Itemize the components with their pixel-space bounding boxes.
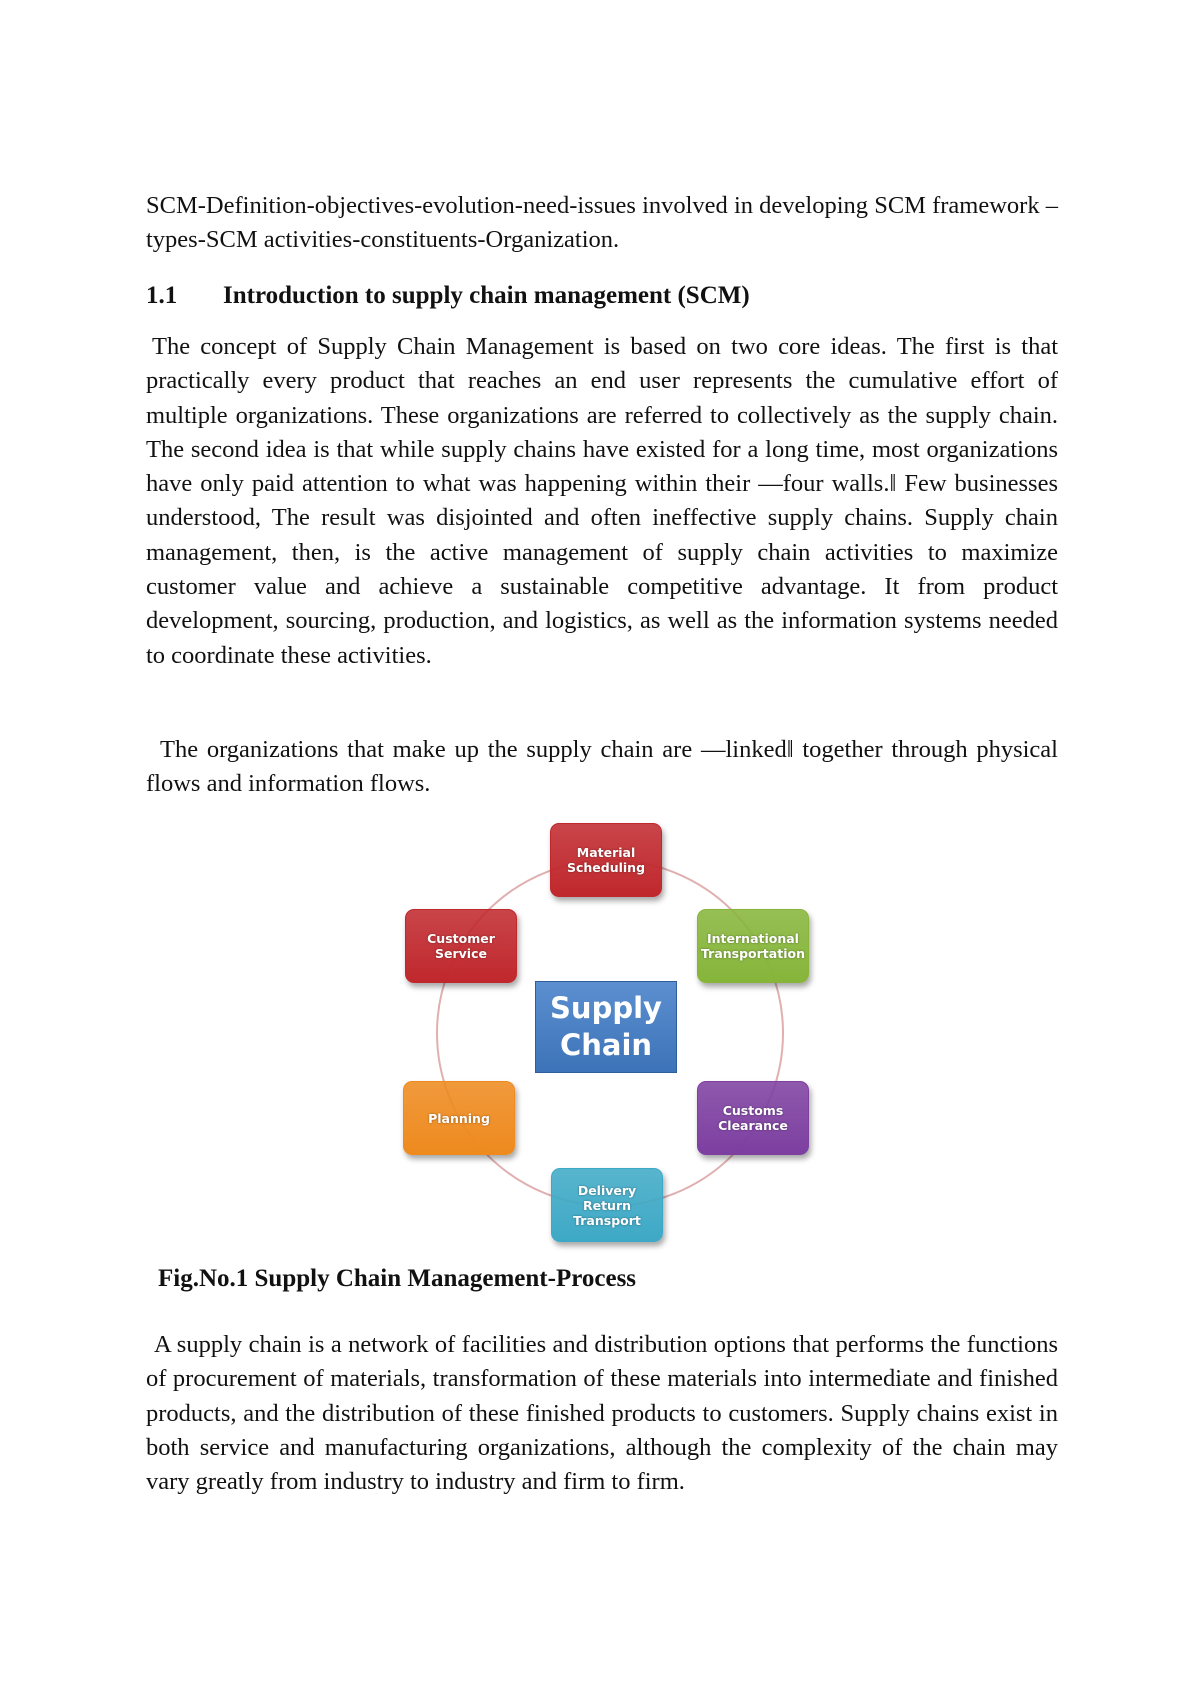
intro-topics: SCM-Definition-objectives-evolution-need-issues involved in developing SCM framework –types-SCM activities-constituents-Organization. — [146, 192, 1058, 254]
paragraph-1-block — [146, 330, 1058, 673]
node-label-line2: Clearance — [718, 1118, 788, 1133]
center-label-line2: Chain — [559, 1028, 653, 1062]
node-customer-service — [405, 909, 517, 983]
paragraph-3: A supply chain is a network of facilities and distribution options that performs the functions of procurement of materials, transformation of these materials into intermediate and finished products, and the distribution of these finished products to customers. Supply chains exist in both service and manufacturing organizations, although the complexity of the chain may vary greatly from industry to industry and firm to firm. — [146, 1331, 1058, 1496]
paragraph-3-block — [146, 1328, 1058, 1499]
node-planning — [403, 1081, 515, 1155]
node-delivery-return-transport — [551, 1168, 663, 1242]
paragraph-1: The concept of Supply Chain Management is based on two core ideas. The first is that practically every product that reaches an end user represents the cumulative effort of multiple organizations. These organizations are referred to collectively as the supply chain. The second idea is that while supply chains have existed for a long time, most organizations have only paid attention to what was happening within their ―four walls.‖ Few businesses understood, The result was disjointed and often ineffective supply chains. Supply chain management, then, is the active management of supply chain activities to maximize customer value and achieve a sustainable competitive advantage. It from product development, sourcing, production, and logistics, as well as the information systems needed to coordinate these activities. — [146, 333, 1058, 669]
paragraph-2-block — [146, 733, 1058, 802]
section-title: Introduction to supply chain management (SCM) — [223, 282, 750, 309]
supply-chain-diagram — [385, 812, 835, 1252]
node-customs-clearance — [697, 1081, 809, 1155]
figure-caption-block — [158, 1265, 1070, 1293]
section-heading — [146, 282, 1058, 310]
node-label-line1: Customs — [722, 1103, 784, 1118]
node-label-line1: Delivery Return — [577, 1182, 637, 1213]
node-label-line2: Transportation — [701, 946, 805, 961]
node-label-line2: Scheduling — [566, 860, 646, 875]
node-material-scheduling — [550, 823, 662, 897]
node-international-transportation — [697, 909, 809, 983]
node-label-line1: Planning — [428, 1110, 490, 1126]
node-label-line2: Transport — [573, 1212, 641, 1228]
center-box — [535, 981, 677, 1073]
figure-caption: Fig.No.1 Supply Chain Management-Process — [158, 1265, 637, 1292]
paragraph-2: The organizations that make up the supply chain are ―linked‖ together through physical flows and information flows. — [146, 736, 1058, 798]
center-label-line1: Supply — [550, 991, 662, 1025]
intro-topics-block — [146, 189, 1058, 258]
node-label-line1: International — [707, 931, 799, 946]
section-number: 1.1 — [146, 282, 178, 309]
node-label-line1: Material — [576, 845, 636, 860]
node-label-line2: Service — [435, 946, 487, 961]
node-label-line1: Customer — [427, 931, 495, 946]
